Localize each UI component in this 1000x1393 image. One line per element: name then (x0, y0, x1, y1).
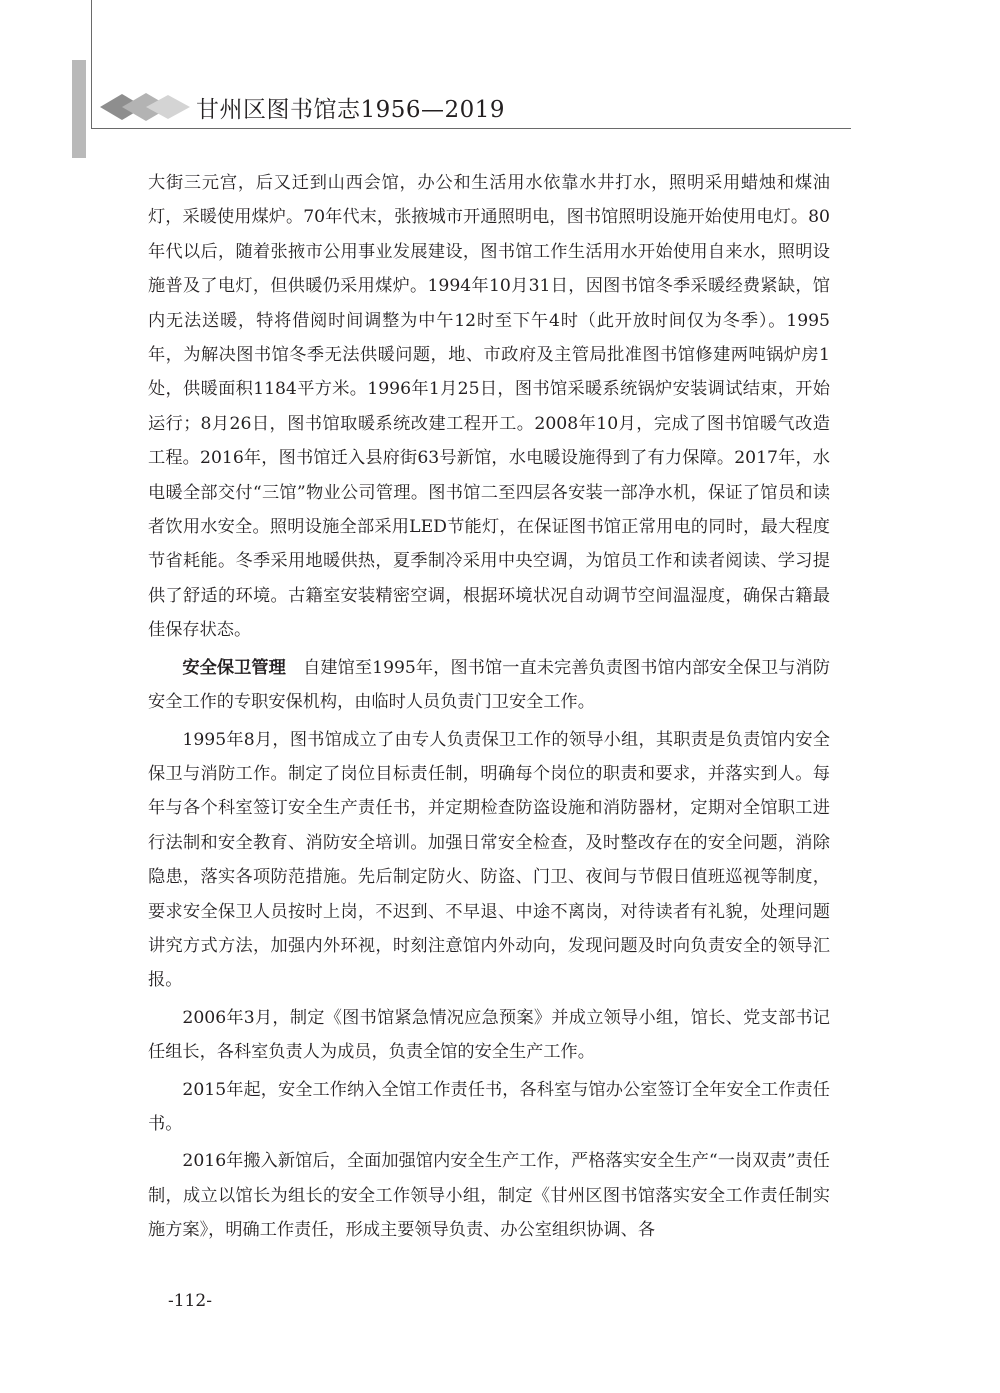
paragraph-security-management (148, 651, 830, 720)
header-title: 甘州区图书馆志1956—2019 (196, 97, 506, 123)
paragraph-text: 1995年8月，图书馆成立了由专人负责保卫工作的领导小组，其职责是负责馆内安全保卫与消防工作。制定了岗位目标责任制，明确每个岗位的职责和要求，并落实到人。每年与各个科室签订安全生产责任书，并定期检查防盗设施和消防器材，定期对全馆职工进行法制和安全教育、消防安全培训。加强日常安全检查，及时整改存在的安全问题，消除隐患，落实各项防范措施。先后制定防火、防盗、门卫、夜间与节假日值班巡视等制度，要求安全保卫人员按时上岗，不迟到、不早退、中途不离岗，对待读者有礼貌，处理问题讲究方式方法，加强内外环视，时刻注意馆内外动向，发现问题及时向负责安全的领导汇报。 (148, 729, 830, 991)
paragraph-text: 2016年搬入新馆后，全面加强馆内安全生产工作，严格落实安全生产“一岗双责”责任制，成立以馆长为组长的安全工作领导小组，制定《甘州区图书馆落实安全工作责任制实施方案》，明确工作责任，形成主要领导负责、办公室组织协调、各 (148, 1151, 830, 1241)
page-number: -112- (168, 1291, 212, 1311)
header-gray-bar (72, 60, 86, 158)
section-heading: 安全保卫管理 (182, 657, 286, 678)
paragraph-2015 (148, 1073, 830, 1142)
paragraph-2016 (148, 1144, 830, 1247)
paragraph-text: 自建馆至1995年，图书馆一直未完善负责图书馆内部安全保卫与消防安全工作的专职安保机构，由临时人员负责门卫安全工作。 (148, 657, 830, 713)
header-rule (91, 128, 851, 129)
body-text (148, 166, 830, 1248)
header-vertical-rule (91, 0, 92, 128)
paragraph-text: 2015年起，安全工作纳入全馆工作责任书，各科室与馆办公室签订全年安全工作责任书。 (148, 1079, 830, 1134)
paragraph-continued (148, 166, 830, 648)
paragraph-2006 (148, 1001, 830, 1070)
paragraph-1995 (148, 723, 830, 998)
header-diamond-ornament (100, 84, 192, 130)
paragraph-text: 大街三元宫，后又迁到山西会馆，办公和生活用水依靠水井打水，照明采用蜡烛和煤油灯，采暖使用煤炉。70年代末，张掖城市开通照明电，图书馆照明设施开始使用电灯。80年代以后，随着张掖市公用事业发展建设，图书馆工作生活用水开始使用自来水，照明设施普及了电灯，但供暖仍采用煤炉。1994年10月31日，因图书馆冬季采暖经费紧缺，馆内无法送暖，特将借阅时间调整为中午12时至下午4时（此开放时间仅为冬季）。1995年，为解决图书馆冬季无法供暖问题，地、市政府及主管局批准图书馆修建两吨锅炉房1处，供暖面积1184平方米。1996年1月25日，图书馆采暖系统锅炉安装调试结束，开始运行；8月26日，图书馆取暖系统改建工程开工。2008年10月，完成了图书馆暖气改造工程。2016年，图书馆迁入县府街63号新馆，水电暖设施得到了有力保障。2017年，水电暖全部交付“三馆”物业公司管理。图书馆二至四层各安装一部净水机，保证了馆员和读者饮用水安全。照明设施全部采用LED节能灯，在保证图书馆正常用电的同时，最大程度节省耗能。冬季采用地暖供热，夏季制冷采用中央空调，为馆员工作和读者阅读、学习提供了舒适的环境。古籍室安装精密空调，根据环境状况自动调节空间温湿度，确保古籍最佳保存状态。 (148, 173, 830, 641)
paragraph-text: 2006年3月，制定《图书馆紧急情况应急预案》并成立领导小组，馆长、党支部书记任组长，各科室负责人为成员，负责全馆的安全生产工作。 (148, 1007, 830, 1063)
